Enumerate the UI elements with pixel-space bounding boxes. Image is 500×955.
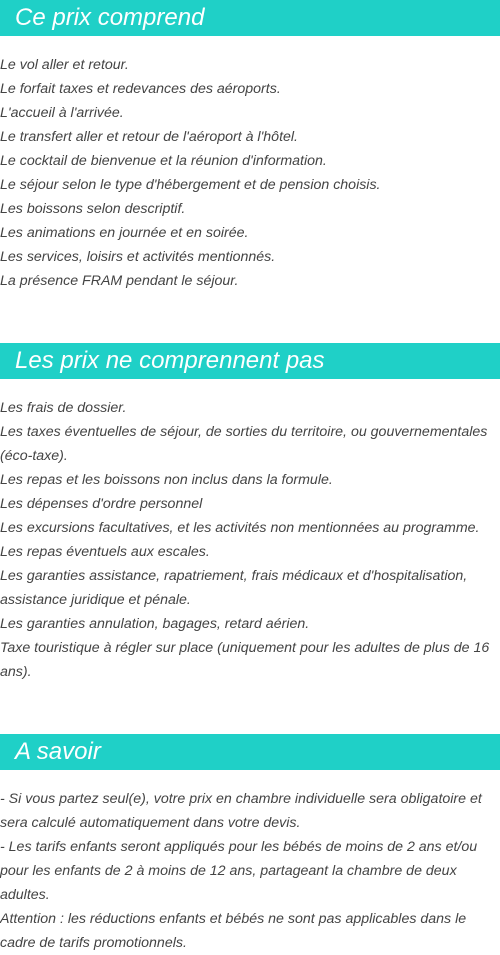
list-item: Les repas et les boissons non inclus dans la formule.	[0, 472, 333, 488]
list-item: Les animations en journée et en soirée.	[0, 225, 249, 241]
list-item: Le forfait taxes et redevances des aéroports.	[0, 81, 281, 97]
list-item: Les dépenses d'ordre personnel	[0, 496, 203, 512]
good-to-know-list	[0, 787, 500, 955]
list-item: Le transfert aller et retour de l'aéroport à l'hôtel.	[0, 129, 298, 145]
price-excludes-list	[0, 396, 500, 684]
list-item: Attention : les réductions enfants et bébés ne sont pas applicables dans le cadre de tarifs promotionnels.	[0, 911, 467, 951]
section-title-price-includes: Ce prix comprend	[0, 0, 500, 36]
list-item: Les boissons selon descriptif.	[0, 201, 186, 217]
price-includes-list	[0, 53, 500, 293]
list-item: - Les tarifs enfants seront appliqués pour les bébés de moins de 2 ans et/ou pour les enfants de 2 à moins de 12 ans, partageant la chambre de deux adultes.	[0, 839, 478, 903]
list-item: Les excursions facultatives, et les activités non mentionnées au programme.	[0, 520, 480, 536]
list-item: Le cocktail de bienvenue et la réunion d'information.	[0, 153, 327, 169]
list-item: Les garanties annulation, bagages, retard aérien.	[0, 616, 310, 632]
list-item: La présence FRAM pendant le séjour.	[0, 273, 239, 289]
list-item: Les repas éventuels aux escales.	[0, 544, 210, 560]
list-item: Les garanties assistance, rapatriement, frais médicaux et d'hospitalisation, assistance juridique et pénale.	[0, 568, 468, 608]
list-item: - Si vous partez seul(e), votre prix en chambre individuelle sera obligatoire et sera calculé automatiquement dans votre devis.	[0, 791, 482, 831]
section-title-price-excludes: Les prix ne comprennent pas	[0, 343, 500, 379]
list-item: Le séjour selon le type d'hébergement et de pension choisis.	[0, 177, 381, 193]
list-item: Taxe touristique à régler sur place (uniquement pour les adultes de plus de 16 ans).	[0, 640, 490, 680]
list-item: Le vol aller et retour.	[0, 57, 129, 73]
list-item: Les taxes éventuelles de séjour, de sorties du territoire, ou gouvernementales (éco-taxe).	[0, 424, 488, 464]
list-item: L'accueil à l'arrivée.	[0, 105, 124, 121]
list-item: Les services, loisirs et activités mentionnés.	[0, 249, 276, 265]
section-title-good-to-know: A savoir	[0, 734, 500, 770]
list-item: Les frais de dossier.	[0, 400, 127, 416]
